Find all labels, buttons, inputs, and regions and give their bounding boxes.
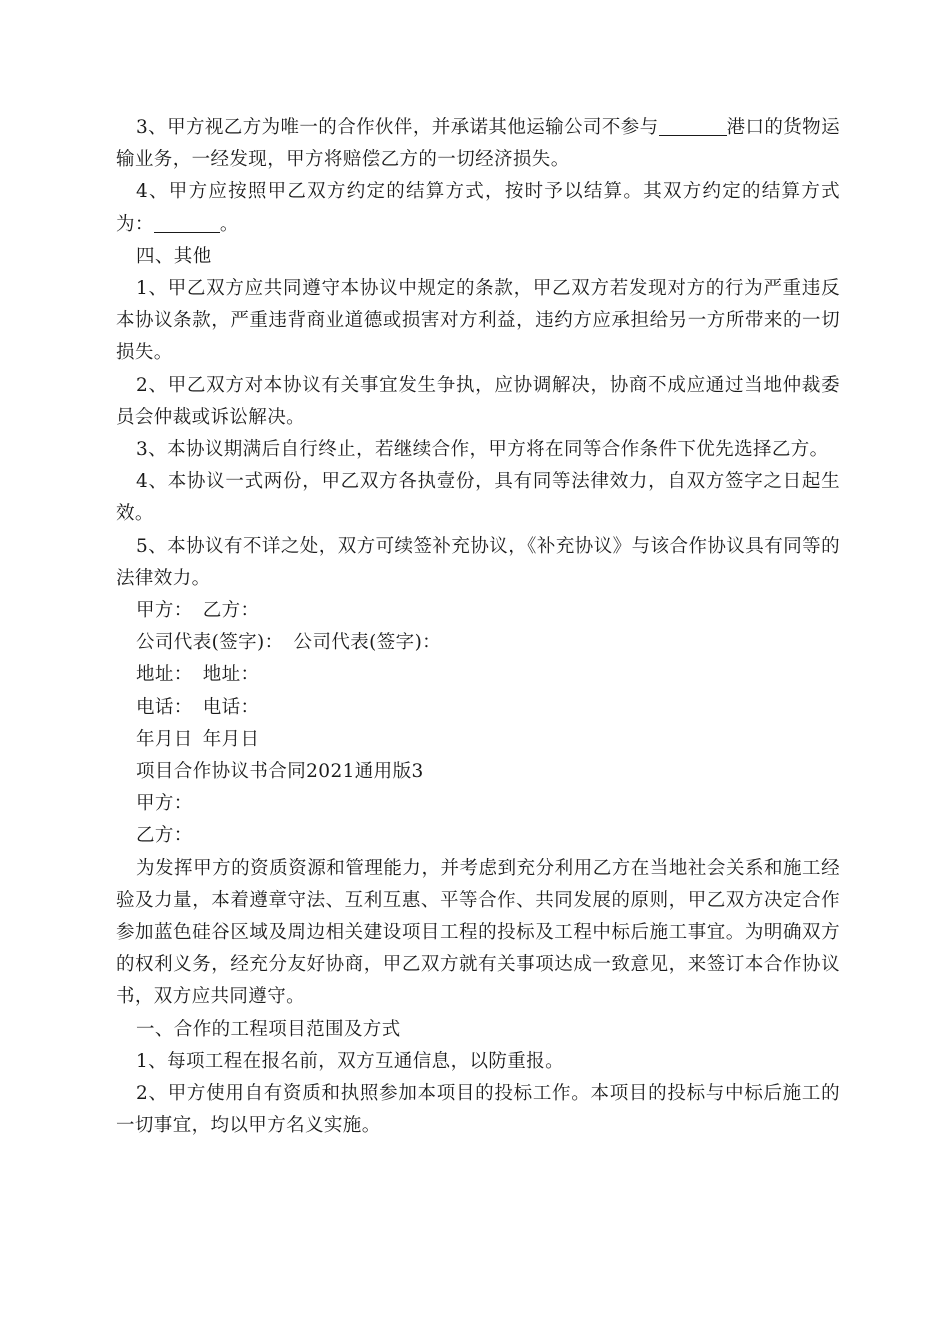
document-page (116, 112, 840, 1143)
settlement-method-blank (154, 214, 220, 233)
signature-rep-b: 公司代表(签字)： (293, 632, 442, 654)
signature-addresses (116, 659, 840, 691)
port-name-blank (659, 117, 727, 136)
second-doc-party-b: 乙方： (136, 825, 193, 847)
signature-party-b: 乙方： (202, 600, 260, 622)
other-clause-3: 3、本协议期满后自行终止，若继续合作，甲方将在同等合作条件下优先选择乙方。 (136, 439, 829, 461)
second-doc-intro: 为发挥甲方的资质资源和管理能力，并考虑到充分利用乙方在当地社会关系和施工经验及力量，本着遵章守法、互利互惠、平等合作、共同发展的原则，甲乙双方决定合作参加蓝色硅谷区域及周边相关建设项目工程的投标及工程中标后施工事宜。为明确双方的权利义务，经充分友好协商，甲乙双方就有关事项达成一致意见，来签订本合作协议书，双方应共同遵守。 (116, 857, 840, 1008)
clause-4-end: 。 (219, 213, 239, 235)
clause-3-text-end: 港口的货物运输业务，一经发现，甲方将赔偿乙方的一切经济损失。 (116, 117, 840, 171)
second-doc-item-1: 1、每项工程在报名前，双方互通信息，以防重报。 (136, 1050, 564, 1072)
clause-3-exclusive-partner (116, 112, 840, 176)
clause-4-settlement (116, 176, 840, 240)
second-doc-party-a: 甲方： (136, 793, 193, 815)
signature-rep-a: 公司代表(签字)： (136, 632, 284, 654)
clause-3-text-start: 3、甲方视乙方为唯一的合作伙伴，并承诺其他运输公司不参与 (136, 117, 659, 138)
second-doc-section-1-heading: 一、合作的工程项目范围及方式 (136, 1018, 401, 1040)
signature-date-b: 年月日 (202, 728, 260, 750)
signature-tel-a: 电话： (136, 696, 193, 718)
signature-date-a: 年月日 (136, 728, 193, 750)
second-document-title: 项目合作协议书合同2021通用版3 (136, 761, 424, 783)
signature-phones (116, 692, 840, 724)
other-clause-4: 4、本协议一式两份，甲乙双方各执壹份，具有同等法律效力，自双方签字之日起生效。 (116, 471, 840, 525)
signature-parties (116, 595, 840, 627)
other-clause-1: 1、甲乙双方应共同遵守本协议中规定的条款，甲乙双方若发现对方的行为严重违反本协议条款，严重违背商业道德或损害对方利益，违约方应承担给另一方所带来的一切损失。 (116, 278, 840, 364)
signature-party-a: 甲方： (136, 600, 193, 622)
clause-4-text: 4、甲方应按照甲乙双方约定的结算方式，按时予以结算。其双方约定的结算方式为： (116, 181, 840, 235)
signature-dates (116, 724, 840, 756)
other-clause-5: 5、本协议有不详之处，双方可续签补充协议，《补充协议》与该合作协议具有同等的法律效力。 (116, 535, 840, 589)
signature-tel-b: 电话： (202, 696, 260, 718)
other-clause-2: 2、甲乙双方对本协议有关事宜发生争执，应协调解决，协商不成应通过当地仲裁委员会仲裁或诉讼解决。 (116, 374, 840, 428)
signature-representatives (116, 627, 840, 659)
second-doc-item-2: 2、甲方使用自有资质和执照参加本项目的投标工作。本项目的投标与中标后施工的一切事宜，均以甲方名义实施。 (116, 1083, 840, 1137)
signature-addr-b: 地址： (202, 664, 260, 686)
signature-addr-a: 地址： (136, 664, 193, 686)
section-4-heading: 四、其他 (136, 245, 212, 267)
